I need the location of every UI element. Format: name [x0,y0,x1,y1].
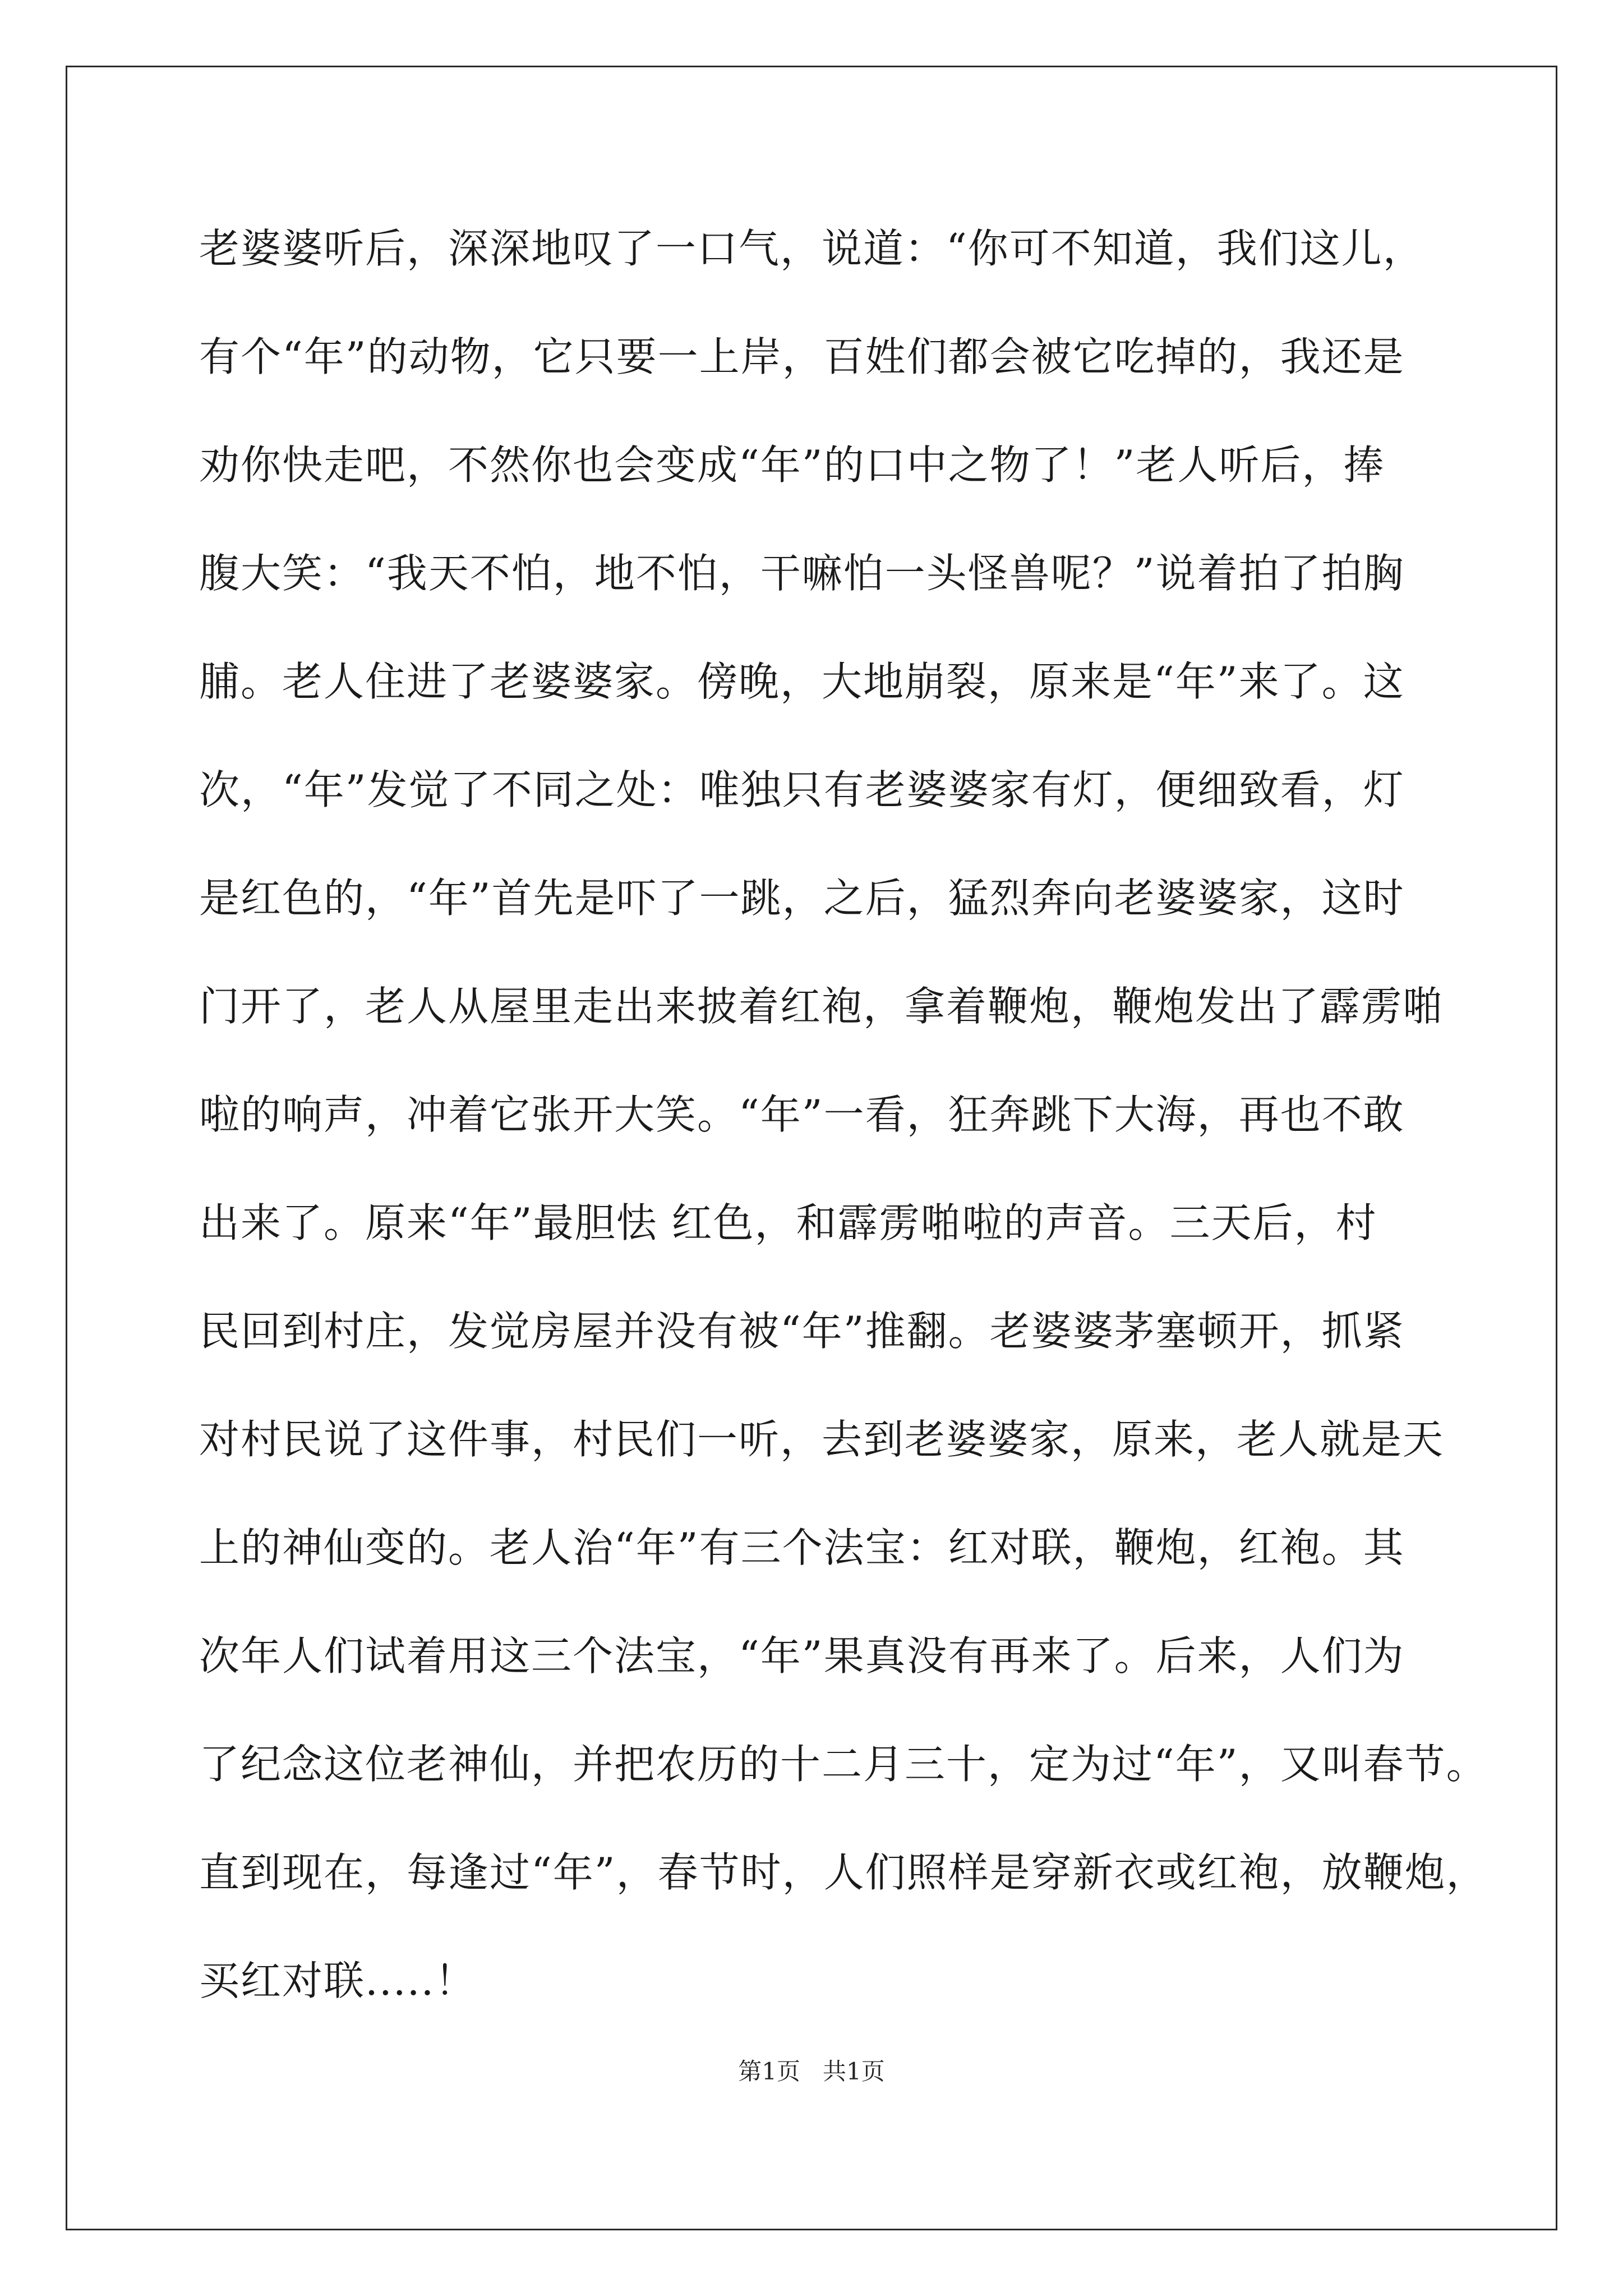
text-line: 老婆婆听后，深深地叹了一口气，说道：“你可不知道，我们这儿， [199,225,1424,272]
page-footer [0,2053,1623,2087]
text-line: 门开了，老人从屋里走出来披着红袍，拿着鞭炮，鞭炮发出了霹雳啪 [199,983,1445,1030]
text-line: 民回到村庄，发觉房屋并没有被“年”推翻。老婆婆茅塞顿开，抓紧 [199,1308,1405,1355]
text-line: 有个“年”的动物，它只要一上岸，百姓们都会被它吃掉的，我还是 [199,333,1405,380]
text-line: 对村民说了这件事，村民们一听，去到老婆婆家，原来，老人就是天 [199,1416,1445,1463]
text-line: 买红对联.....！ [199,1957,477,2004]
page-number-label: 第1页 共1页 [738,2058,885,2085]
text-line: 直到现在，每逢过“年”，春节时，人们照样是穿新衣或红袍，放鞭炮， [199,1849,1488,1896]
text-line: 腹大笑：“我天不怕，地不怕，干嘛怕一头怪兽呢？”说着拍了拍胸 [199,550,1405,597]
text-line: 脯。老人住进了老婆婆家。傍晚，大地崩裂，原来是“年”来了。这 [199,658,1405,705]
text-line: 次年人们试着用这三个法宝，“年”果真没有再来了。后来，人们为 [199,1632,1405,1680]
text-line: 次，“年”发觉了不同之处：唯独只有老婆婆家有灯，便细致看，灯 [199,766,1405,813]
text-line: 劝你快走吧，不然你也会变成“年”的口中之物了！”老人听后，捧 [199,441,1385,489]
text-line: 了纪念这位老神仙，并把农历的十二月三十，定为过“年”，又叫春节。 [199,1741,1488,1788]
text-line: 出来了。原来“年”最胆怯 红色，和霹雳啪啦的声音。三天后，村 [199,1199,1377,1246]
text-line: 啦的响声，冲着它张开大笑。“年”一看，狂奔跳下大海，再也不敢 [199,1091,1405,1138]
document-body [199,218,1488,2058]
text-line: 上的神仙变的。老人治“年”有三个法宝：红对联，鞭炮，红袍。其 [199,1524,1405,1571]
text-line: 是红色的，“年”首先是吓了一跳，之后，猛烈奔向老婆婆家，这时 [199,875,1405,922]
